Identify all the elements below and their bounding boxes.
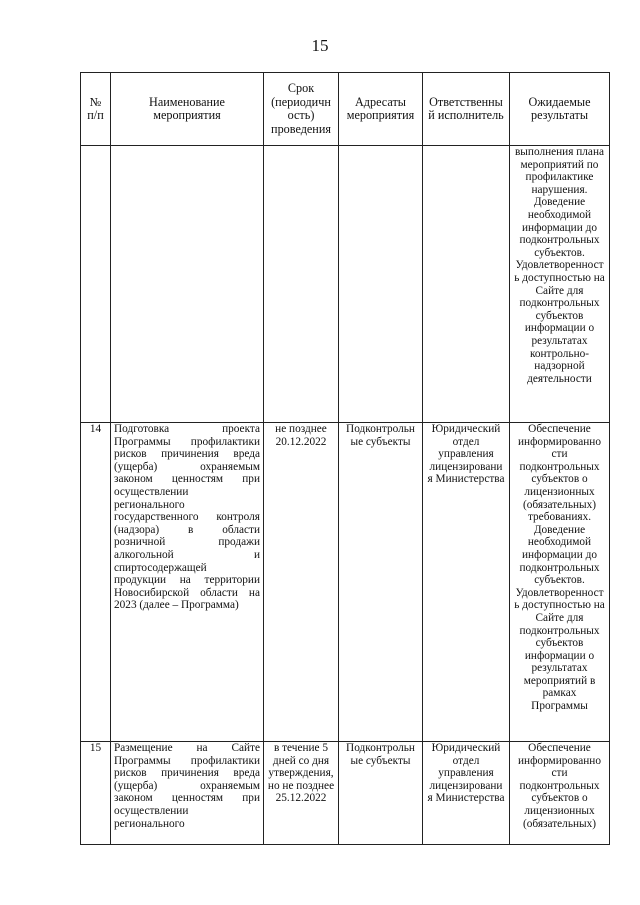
table-row-continuation	[81, 146, 610, 423]
cell-name: Подготовка проекта Программы профилактики рисков причинения вреда (ущерба) охраняемым законом ценностям при осуществлении регионального государственного контроля (надзора) в области розничной продажи алкогольной и спиртосодержащей продукции на территории Новосибирской области на 2023 (далее – Программа)	[111, 423, 264, 742]
cell-term: не позднее 20.12.2022	[264, 423, 339, 742]
cell-responsible: Юридический отдел управления лицензировани я Министерства	[423, 423, 510, 742]
cell-num: 15	[81, 742, 111, 845]
cell-responsible: Юридический отдел управления лицензировани я Министерства	[423, 742, 510, 845]
header-results: Ожидаемые результаты	[510, 73, 610, 146]
cell-name: Размещение на Сайте Программы профилактики рисков причинения вреда (ущерба) охраняемым законом ценностям при осуществлении регионального	[111, 742, 264, 845]
cell-results: Обеспечение информированно сти подконтрольных субъектов о лицензионных (обязательных) требованиях. Доведение необходимой информации до подконтрольных субъектов. Удовлетворенност ь доступностью на Сайте для подконтрольных субъектов информации о результатах мероприятий в рамках Программы	[510, 423, 610, 742]
header-addressees: Адресаты мероприятия	[339, 73, 423, 146]
cell-empty	[339, 146, 423, 423]
measures-table	[80, 72, 610, 845]
cell-empty	[264, 146, 339, 423]
cell-term: в течение 5 дней со дня утверждения, но не позднее 25.12.2022	[264, 742, 339, 845]
header-num: № п/п	[81, 73, 111, 146]
cell-empty	[111, 146, 264, 423]
page-number: 15	[311, 36, 329, 55]
cell-results: Обеспечение информированно сти подконтрольных субъектов о лицензионных (обязательных)	[510, 742, 610, 845]
cell-empty	[423, 146, 510, 423]
header-name: Наименование мероприятия	[111, 73, 264, 146]
table-header-row	[81, 73, 610, 146]
table-row	[81, 423, 610, 742]
header-term: Срок (периодичн ость) проведения	[264, 73, 339, 146]
table-row	[81, 742, 610, 845]
cell-results: выполнения плана мероприятий по профилактике нарушения. Доведение необходимой информации до подконтрольных субъектов. Удовлетворенност ь доступностью на Сайте для подконтрольных субъектов информации о результатах контрольно-надзорной деятельности	[510, 146, 610, 423]
cell-addressees: Подконтрольн ые субъекты	[339, 742, 423, 845]
cell-addressees: Подконтрольн ые субъекты	[339, 423, 423, 742]
cell-num: 14	[81, 423, 111, 742]
header-responsible: Ответственны й исполнитель	[423, 73, 510, 146]
cell-empty	[81, 146, 111, 423]
